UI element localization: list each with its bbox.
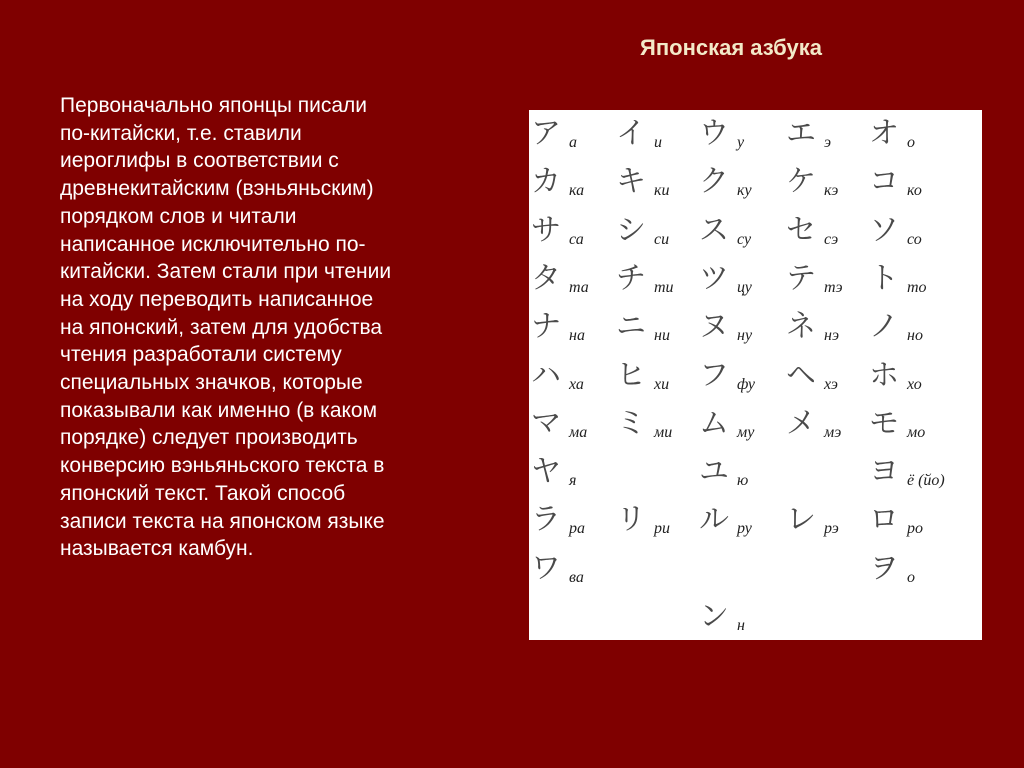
kana-character: カ <box>531 164 561 200</box>
kana-character: コ <box>869 164 899 200</box>
kana-reading: кэ <box>824 182 839 200</box>
kana-character: ウ <box>699 116 729 151</box>
kana-reading: на <box>569 327 585 345</box>
kana-reading: ру <box>737 520 752 538</box>
kana-reading: рэ <box>824 520 839 538</box>
kana-character: ハ <box>531 357 561 393</box>
kana-reading: ю <box>737 472 749 490</box>
kana-reading: ну <box>737 327 753 345</box>
kana-cell <box>869 116 959 164</box>
kana-reading: ка <box>569 182 585 200</box>
kana-cell <box>531 358 621 406</box>
kana-cell <box>869 454 959 502</box>
body-text-line: порядком слов и читали <box>60 204 297 228</box>
kana-cell <box>869 309 959 357</box>
kana-reading: мэ <box>824 423 842 441</box>
kana-character: ク <box>699 164 729 200</box>
kana-cell <box>531 213 621 261</box>
kana-character: ヌ <box>699 309 729 345</box>
kana-reading: нэ <box>824 327 839 345</box>
kana-cell <box>869 551 959 599</box>
kana-character: ホ <box>869 357 899 393</box>
kana-character: ス <box>699 212 729 248</box>
kana-character: ノ <box>869 309 899 345</box>
kana-cell <box>699 309 789 357</box>
body-text-line: древнекитайским (вэньяньским) <box>60 177 374 201</box>
kana-reading: ко <box>907 182 922 200</box>
kana-character: チ <box>616 260 646 296</box>
kana-cell <box>869 213 959 261</box>
kana-reading: н <box>737 617 745 634</box>
body-text-line: специальных значков, которые <box>60 371 363 395</box>
kana-reading: но <box>907 327 923 345</box>
kana-reading: а <box>569 134 577 151</box>
kana-reading: о <box>907 568 915 586</box>
kana-cell <box>699 116 789 164</box>
kana-character: ト <box>869 260 899 296</box>
body-text-line: конверсию вэньяньского текста в <box>60 454 385 478</box>
body-text-line: называется камбун. <box>60 537 254 561</box>
body-text-line: на ходу переводить написанное <box>60 287 374 311</box>
kana-character: マ <box>531 405 561 441</box>
kana-cell <box>699 358 789 406</box>
body-text-line: японский текст. Такой способ <box>60 481 346 505</box>
kana-reading: ма <box>569 423 588 441</box>
body-text-line: записи текста на японском языке <box>60 509 385 533</box>
kana-character: ヤ <box>531 454 561 490</box>
kana-reading: са <box>569 230 584 248</box>
kana-reading: ха <box>569 375 584 393</box>
kana-cell <box>616 502 706 550</box>
kana-cell <box>786 309 876 357</box>
kana-reading: ё (йо) <box>907 472 945 490</box>
kana-reading: ку <box>737 182 752 200</box>
kana-cell <box>786 261 876 309</box>
kana-reading: фу <box>737 375 755 393</box>
body-text-line: иероглифы в соответствии с <box>60 149 339 173</box>
body-text-line: написанное исключительно по- <box>60 232 366 256</box>
kana-character: ン <box>699 599 729 634</box>
kana-reading: ки <box>654 182 670 200</box>
kana-character: オ <box>869 116 899 151</box>
kana-reading: мо <box>907 423 926 441</box>
kana-reading: ва <box>569 568 584 586</box>
kana-character: ナ <box>531 309 561 345</box>
kana-character: ワ <box>531 550 561 586</box>
kana-cell <box>786 502 876 550</box>
kana-cell <box>869 261 959 309</box>
kana-reading: ти <box>654 278 674 296</box>
kana-reading: цу <box>737 278 752 296</box>
kana-reading: хи <box>654 375 670 393</box>
slide-title: Японская азбука <box>640 35 822 60</box>
kana-character: シ <box>616 212 646 248</box>
kana-reading: му <box>737 423 755 441</box>
kana-character: ヲ <box>869 550 899 586</box>
kana-character: ソ <box>869 212 899 248</box>
kana-cell <box>699 213 789 261</box>
kana-character: ツ <box>699 260 729 296</box>
body-text-line: порядке) следует производить <box>60 426 358 450</box>
kana-cell <box>869 358 959 406</box>
kana-cell <box>616 261 706 309</box>
body-text-line: китайски. Затем стали при чтении <box>60 260 392 284</box>
kana-character: ヨ <box>869 454 899 490</box>
kana-character: ム <box>699 405 729 441</box>
kana-reading: хо <box>907 375 922 393</box>
kana-cell <box>616 358 706 406</box>
kana-cell <box>616 116 706 164</box>
kana-cell <box>786 406 876 454</box>
kana-character: サ <box>531 212 561 248</box>
kana-character: ミ <box>616 405 646 441</box>
body-text-line: показывали как именно (в каком <box>60 398 378 422</box>
kana-cell <box>786 358 876 406</box>
kana-character: フ <box>699 357 729 393</box>
kana-character: モ <box>869 405 899 441</box>
kana-cell <box>786 213 876 261</box>
kana-character: ヘ <box>786 357 816 393</box>
kana-character: ネ <box>786 309 816 345</box>
kana-cell <box>531 309 621 357</box>
kana-cell <box>786 164 876 212</box>
kana-reading: э <box>824 134 832 151</box>
kana-character: セ <box>786 212 816 248</box>
kana-reading: то <box>907 278 927 296</box>
kana-reading: ни <box>654 327 670 345</box>
kana-reading: я <box>569 472 577 490</box>
kana-cell <box>531 261 621 309</box>
kana-cell <box>869 502 959 550</box>
kana-reading: хэ <box>824 375 838 393</box>
kana-reading: су <box>737 230 752 248</box>
kana-character: タ <box>531 260 561 296</box>
kana-character: ニ <box>616 309 646 345</box>
kana-character: エ <box>786 116 816 151</box>
kana-cell <box>531 406 621 454</box>
kana-reading: со <box>907 230 922 248</box>
kana-character: ユ <box>699 454 729 490</box>
kana-cell <box>531 454 621 502</box>
kana-reading: ро <box>907 520 923 538</box>
kana-cell <box>531 551 621 599</box>
kana-cell <box>699 454 789 502</box>
body-text-line: Первоначально японцы писали <box>60 94 368 117</box>
kana-cell <box>699 599 789 647</box>
kana-cell <box>531 502 621 550</box>
kana-cell <box>699 164 789 212</box>
kana-character: ラ <box>531 502 561 538</box>
body-paragraph <box>60 92 480 563</box>
kana-cell <box>616 406 706 454</box>
kana-reading: сэ <box>824 230 839 248</box>
kana-cell <box>616 213 706 261</box>
kana-character: レ <box>786 502 816 538</box>
kana-character: ル <box>699 502 729 538</box>
kana-reading: тэ <box>824 278 843 296</box>
kana-cell <box>616 164 706 212</box>
kana-reading: ри <box>654 520 670 538</box>
kana-reading: о <box>907 134 915 151</box>
kana-character: ヒ <box>616 357 646 393</box>
kana-reading: си <box>654 230 670 248</box>
kana-cell <box>531 164 621 212</box>
kana-character: イ <box>616 116 646 151</box>
kana-reading: ми <box>654 423 673 441</box>
kana-character: ロ <box>869 502 899 538</box>
kana-cell <box>699 261 789 309</box>
kana-cell <box>616 309 706 357</box>
kana-reading: ра <box>569 520 585 538</box>
katakana-table <box>529 110 982 640</box>
kana-character: ケ <box>786 164 816 200</box>
kana-character: テ <box>786 260 816 296</box>
kana-cell <box>699 406 789 454</box>
kana-reading: и <box>654 134 662 151</box>
kana-character: キ <box>616 164 646 200</box>
body-text-line: на японский, затем для удобства <box>60 315 383 339</box>
kana-character: ア <box>531 116 561 151</box>
kana-cell <box>869 164 959 212</box>
body-text-line: по-китайски, т.е. ставили <box>60 121 302 145</box>
kana-character: リ <box>616 502 646 538</box>
kana-reading: та <box>569 278 589 296</box>
kana-cell <box>869 406 959 454</box>
kana-cell <box>699 502 789 550</box>
kana-reading: у <box>737 134 745 151</box>
body-text-line: чтения разработали систему <box>60 343 342 367</box>
kana-cell <box>531 116 621 164</box>
kana-character: メ <box>786 405 816 441</box>
kana-cell <box>786 116 876 164</box>
